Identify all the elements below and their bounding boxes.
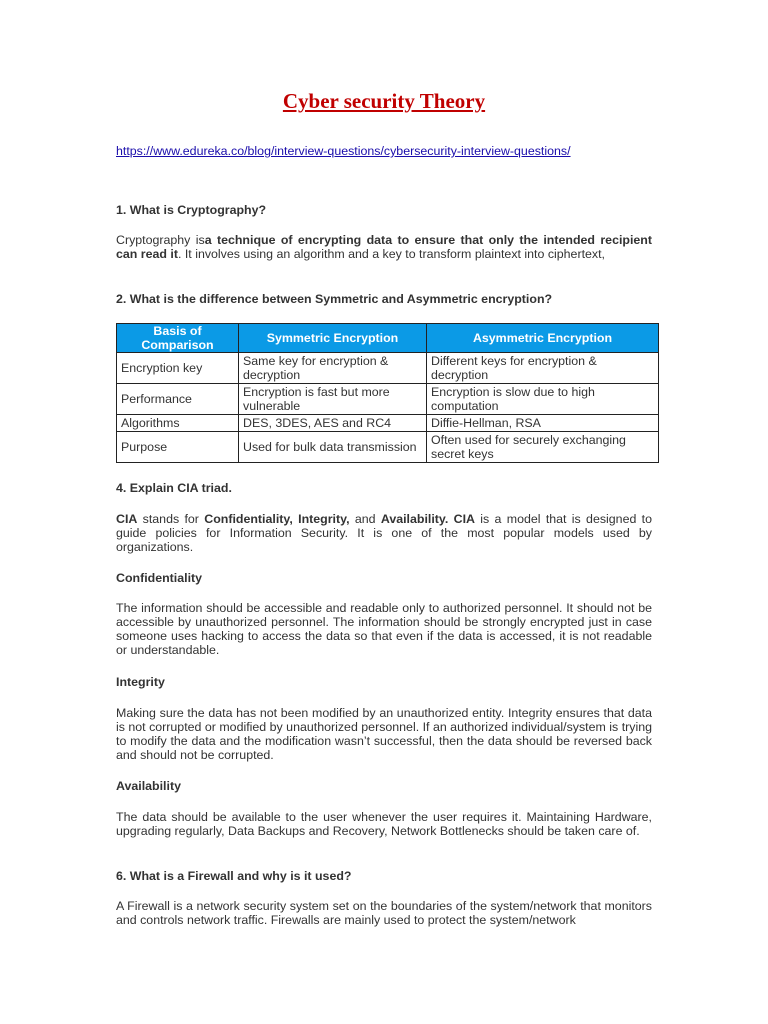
cia-intro <box>116 512 652 554</box>
comparison-table <box>116 323 659 463</box>
table-cell: Encryption key <box>117 353 239 384</box>
table-cell: Algorithms <box>117 415 239 432</box>
integrity-text: Making sure the data has not been modified by an unauthorized entity. Integrity ensures that data is not corrupted or modified by unauthorized personnel. If an authorized individual/system is trying to modify the data and the modification wasn’t successful, then the data should be reversed back and should not be corrupted. <box>116 706 652 762</box>
table-cell: Different keys for encryption & decryption <box>427 353 659 384</box>
confidentiality-text: The information should be accessible and readable only to authorized personnel. It should not be accessible by unauthorized personnel. The information should be strongly encrypted just in case someone uses hacking to access the data so that even if the data is accessed, it is not readable or understandable. <box>116 601 652 657</box>
source-link[interactable]: https://www.edureka.co/blog/interview-questions/cybersecurity-interview-questions/ <box>116 144 571 158</box>
table-cell: DES, 3DES, AES and RC4 <box>239 415 427 432</box>
table-row <box>117 353 659 384</box>
confidentiality-heading: Confidentiality <box>116 571 203 585</box>
table-cell: Diffie-Hellman, RSA <box>427 415 659 432</box>
q6-heading: 6. What is a Firewall and why is it used? <box>116 869 352 883</box>
q6-answer: A Firewall is a network security system set on the boundaries of the system/network that monitors and controls network traffic. Firewalls are mainly used to protect the system/network <box>116 899 652 927</box>
table-row <box>117 384 659 415</box>
table-cell: Used for bulk data transmission <box>239 432 427 463</box>
table-cell: Purpose <box>117 432 239 463</box>
q1-bold: a technique of encrypting data to ensure that only the intended recipient can read it <box>116 233 652 261</box>
table-header-cell: Basis of Comparison <box>117 324 239 353</box>
q1-answer <box>116 233 652 261</box>
table-cell: Same key for encryption & decryption <box>239 353 427 384</box>
cia-term: CIA <box>116 512 138 526</box>
availability-text: The data should be available to the user whenever the user requires it. Maintaining Hardware, upgrading regularly, Data Backups and Recovery, Network Bottlenecks should be taken care of. <box>116 810 652 838</box>
cia-text-1: stands for <box>137 512 205 526</box>
q1-lead: Cryptography is <box>116 233 205 247</box>
cia-bold-1: Confidentiality, Integrity, <box>204 512 350 526</box>
table-cell: Often used for securely exchanging secret keys <box>427 432 659 463</box>
cia-text-3: is a model that is designed to guide policies for Information Security. It is one of the most popular models used by organizations. <box>116 512 652 554</box>
table-header-cell: Symmetric Encryption <box>239 324 427 353</box>
q1-heading: 1. What is Cryptography? <box>116 203 267 217</box>
q2-heading: 2. What is the difference between Symmetric and Asymmetric encryption? <box>116 292 553 306</box>
q4-heading: 4. Explain CIA triad. <box>116 481 232 495</box>
table-cell: Encryption is slow due to high computation <box>427 384 659 415</box>
table-row <box>117 415 659 432</box>
integrity-heading: Integrity <box>116 675 165 689</box>
table-cell: Performance <box>117 384 239 415</box>
cia-bold-2: Availability. CIA <box>380 512 475 526</box>
table-header-row <box>117 324 659 353</box>
table-header-cell: Asymmetric Encryption <box>427 324 659 353</box>
table-row <box>117 432 659 463</box>
cia-text-2: and <box>349 512 381 526</box>
page-title: Cyber security Theory <box>282 89 486 113</box>
q1-rest: . It involves using an algorithm and a key to transform plaintext into ciphertext, <box>177 247 605 261</box>
availability-heading: Availability <box>116 779 181 793</box>
table-cell: Encryption is fast but more vulnerable <box>239 384 427 415</box>
